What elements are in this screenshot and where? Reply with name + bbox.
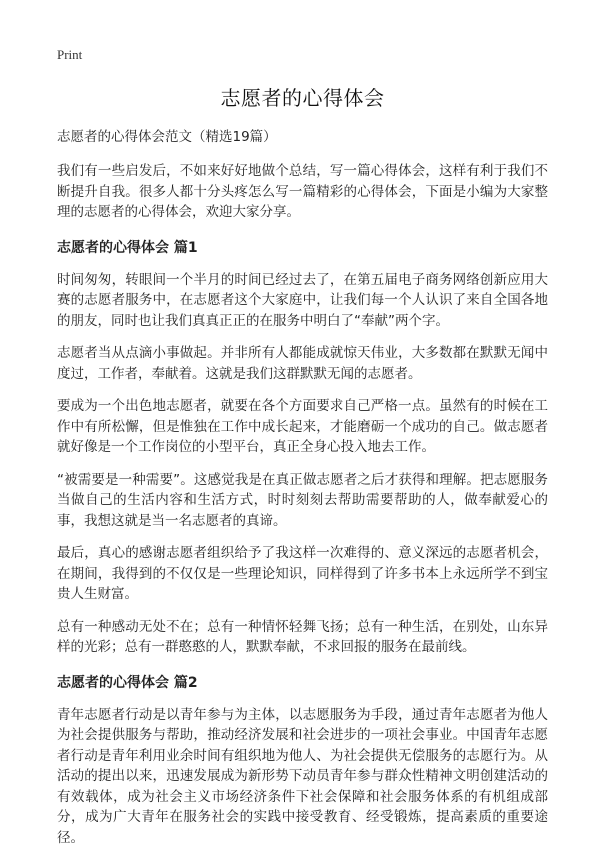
page-title: 志愿者的心得体会	[57, 82, 548, 111]
section-heading: 志愿者的心得体会 篇2	[57, 674, 548, 693]
section-paragraph: 最后，真心的感谢志愿者组织给予了我这样一次难得的、意义深远的志愿者机会，在期间，我得到的不仅仅是一些理论知识，同样得到了许多书本上永远所学不到宝贵人生财富。	[57, 543, 548, 605]
section-paragraph: 时间匆匆，转眼间一个半月的时间已经过去了，在第五届电子商务网络创新应用大赛的志愿者服务中，在志愿者这个大家庭中，让我们每一个人认识了来自全国各地的朋友，同时也让我们真真正正的在服务中明白了“奉献”两个字。	[57, 270, 548, 332]
section-2	[57, 674, 548, 848]
section-paragraph: 总有一种感动无处不在；总有一种情怀轻舞飞扬；总有一种生活，在别处，山东异样的光彩；总有一群憨憨的人，默默奉献，不求回报的服务在最前线。	[57, 617, 548, 658]
section-paragraph: 青年志愿者行动是以青年参与为主体，以志愿服务为手段，通过青年志愿者为他人为社会提供服务与帮助，推动经济发展和社会进步的一项社会事业。中国青年志愿者行动是青年利用业余时间有组织地为他人、为社会提供无偿服务的志愿行为。从活动的提出以来，迅速发展成为新形势下动员青年参与群众性精神文明创建活动的有效载体，成为社会主义市场经济条件下社会保障和社会服务体系的有机组成部分，成为广大青年在服务社会的实践中接受教育、经受锻炼，提高素质的重要途径。	[57, 705, 548, 848]
section-paragraph: “被需要是一种需要”。这感觉我是在真正做志愿者之后才获得和理解。把志愿服务当做自己的生活内容和生活方式，时时刻刻去帮助需要帮助的人，做奉献爱心的事，我想这就是当一名志愿者的真谛。	[57, 470, 548, 532]
section-heading: 志愿者的心得体会 篇1	[57, 239, 548, 258]
print-link[interactable]: Print	[57, 47, 82, 63]
section-paragraph: 志愿者当从点滴小事做起。并非所有人都能成就惊天伟业，大多数都在默默无闻中度过，工作者，奉献着。这就是我们这群默默无闻的志愿者。	[57, 343, 548, 384]
intro-paragraph: 我们有一些启发后，不如来好好地做个总结，写一篇心得体会，这样有利于我们不断提升自我。很多人都十分头疼怎么写一篇精彩的心得体会，下面是小编为大家整理的志愿者的心得体会，欢迎大家分享。	[57, 161, 548, 223]
section-paragraph: 要成为一个出色地志愿者，就要在各个方面要求自己严格一点。虽然有的时候在工作中有所松懈，但是惟独在工作中成长起来，才能磨砺一个成功的自己。做志愿者就好像是一个工作岗位的小型平台，真正全身心投入地去工作。	[57, 396, 548, 458]
document-subtitle: 志愿者的心得体会范文（精选19篇）	[57, 128, 548, 147]
section-1	[57, 239, 548, 658]
